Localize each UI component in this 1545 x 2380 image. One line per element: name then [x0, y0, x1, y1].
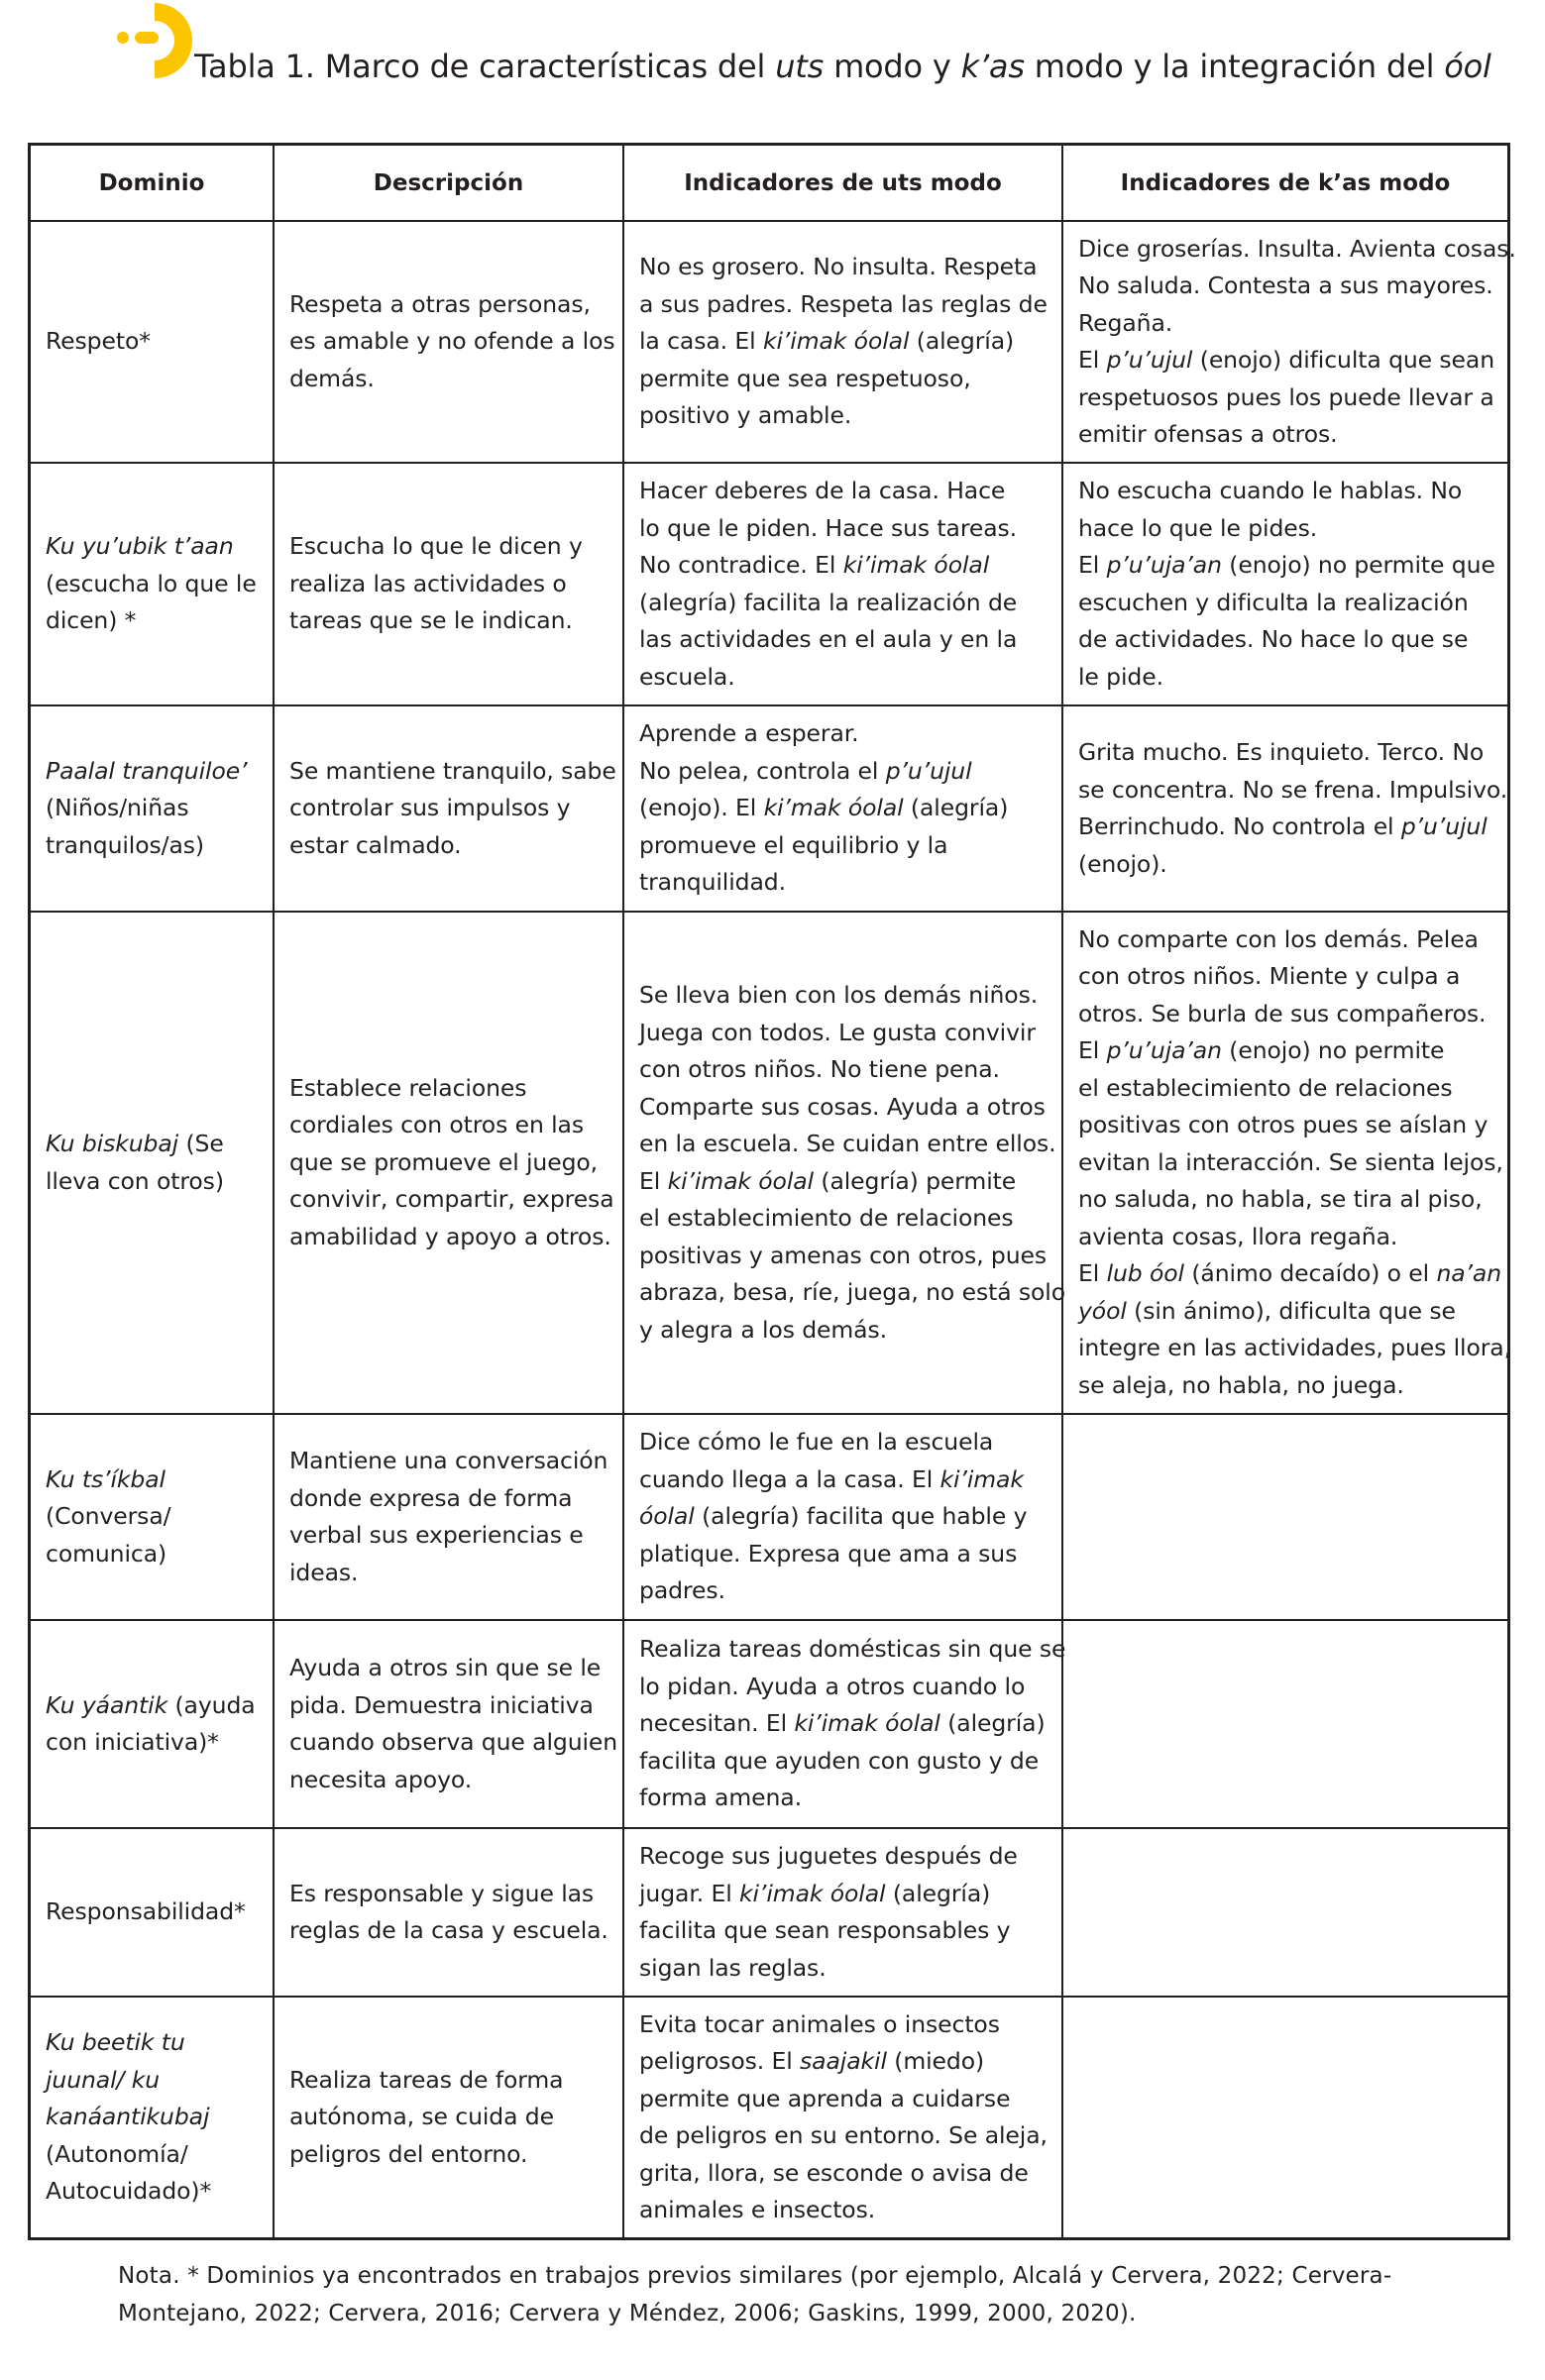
cell-line: cuando llega a la casa. El ki’imak: [639, 1464, 1024, 1493]
cell-line: lo que le piden. Hace sus tareas.: [639, 513, 1018, 542]
cell-line: juunal/ ku: [46, 2065, 161, 2094]
cell-line: (escucha lo que le: [46, 569, 257, 597]
cell-line: Escucha lo que le dicen y: [289, 532, 583, 561]
cell-line: Se lleva bien con los demás niños.: [639, 981, 1039, 1009]
cell-line: el establecimiento de relaciones: [639, 1204, 1014, 1232]
cell-line: de peligros en su entorno. Se aleja,: [639, 2121, 1048, 2149]
cell-line: necesita apoyo.: [289, 1765, 473, 1793]
cell-line: avienta cosas, llora regaña.: [1078, 1222, 1398, 1250]
cell-line: Ku yu’ubik t’aan: [46, 532, 234, 561]
cell-kas-modo: [1062, 1997, 1507, 2237]
cell-line: No pelea, controla el p’u’ujul: [639, 756, 972, 785]
cell-line: evitan la interacción. Se sienta lejos,: [1078, 1147, 1503, 1176]
cell-line: (alegría) facilita la realización de: [639, 588, 1018, 616]
cell-line: que se promueve el juego,: [289, 1147, 599, 1176]
cell-line: respetuosos pues los puede llevar a: [1078, 382, 1494, 411]
cell-line: Evita tocar animales o insectos: [639, 2009, 1000, 2038]
cell-line: amabilidad y apoyo a otros.: [289, 1222, 611, 1250]
cell-descripcion: [274, 912, 623, 1414]
cell-line: Dice cómo le fue en la escuela: [639, 1428, 994, 1457]
cell-line: permite que sea respetuoso,: [639, 364, 971, 392]
table-row: [31, 1997, 1507, 2237]
table-row: [31, 1414, 1507, 1620]
table-row: [31, 463, 1507, 705]
cell-descripcion: [274, 1414, 623, 1620]
cell-line: y alegra a los demás.: [639, 1315, 887, 1344]
cell-line: necesitan. El ki’imak óolal (alegría): [639, 1709, 1046, 1738]
cell-line: Paalal tranquiloe’: [46, 756, 248, 785]
cell-line: lo pidan. Ayuda a otros cuando lo: [639, 1672, 1026, 1700]
cell-line: Mantiene una conversación: [289, 1447, 608, 1474]
cell-line: sigan las reglas.: [639, 1953, 827, 1982]
cell-line: Berrinchudo. No controla el p’u’ujul: [1078, 812, 1488, 840]
cell-line: peligrosos. El saajakil (miedo): [639, 2047, 985, 2075]
cell-descripcion: [274, 1620, 623, 1828]
cell-kas-modo: [1062, 1414, 1507, 1620]
cell-line: forma amena.: [639, 1784, 802, 1812]
cell-dominio: [31, 1997, 274, 2237]
cell-line: dicen) *: [46, 606, 137, 635]
cell-kas-modo: [1062, 463, 1507, 705]
cell-line: El p’u’ujul (enojo) dificulta que sean: [1078, 346, 1494, 374]
cell-line: Grita mucho. Es inquieto. Terco. No: [1078, 738, 1485, 766]
cell-line: No es grosero. No insulta. Respeta: [639, 253, 1038, 281]
cell-line: realiza las actividades o: [289, 569, 567, 597]
cell-uts-modo: [623, 221, 1062, 463]
cell-line: padres.: [639, 1576, 725, 1605]
note-line: Montejano, 2022; Cervera, 2016; Cervera y Méndez, 2006; Gaskins, 1999, 2000, 2020).: [118, 2301, 1137, 2326]
table-body: [31, 221, 1516, 2237]
cell-line: abraza, besa, ríe, juega, no está solo: [639, 1278, 1065, 1306]
cell-line: pida. Demuestra iniciativa: [289, 1690, 594, 1719]
cell-line: se aleja, no habla, no juega.: [1078, 1370, 1404, 1399]
cell-line: cuando observa que alguien: [289, 1728, 618, 1756]
cell-line: el establecimiento de relaciones: [1078, 1073, 1453, 1102]
cell-line: El lub óol (ánimo decaído) o el na’an: [1078, 1259, 1501, 1288]
cell-line: (enojo). El ki’mak óolal (alegría): [639, 794, 1009, 822]
cell-line: Ku ts’íkbal: [46, 1464, 166, 1493]
cell-line: Respeto*: [46, 327, 151, 356]
cell-line: reglas de la casa y escuela.: [289, 1916, 608, 1944]
cell-line: le pide.: [1078, 662, 1163, 691]
cell-line: no saluda, no habla, se tira al piso,: [1078, 1185, 1483, 1214]
table-header-row: [31, 146, 1507, 221]
cell-line: Realiza tareas de forma: [289, 2065, 564, 2094]
cell-line: (Conversa/: [46, 1502, 171, 1531]
cell-dominio: [31, 1620, 274, 1828]
cell-line: Autocuidado)*: [46, 2177, 212, 2206]
characteristics-table-frame: [28, 143, 1516, 2240]
cell-dominio: [31, 1828, 274, 1997]
cell-line: en la escuela. Se cuidan entre ellos.: [639, 1130, 1056, 1157]
cell-line: demás.: [289, 364, 375, 392]
cell-dominio: [31, 912, 274, 1414]
cell-line: El p’u’uja’an (enojo) no permite que: [1078, 551, 1495, 579]
table-row: [31, 705, 1507, 912]
cell-line: convivir, compartir, expresa: [289, 1185, 614, 1214]
cell-line: positivas con otros pues se aíslan y: [1078, 1111, 1489, 1139]
cell-line: permite que aprenda a cuidarse: [639, 2084, 1011, 2112]
cell-line: escuchen y dificulta la realización: [1078, 588, 1469, 616]
cell-line: ideas.: [289, 1558, 359, 1586]
cell-line: Juega con todos. Le gusta convivir: [639, 1018, 1036, 1046]
cell-uts-modo: [623, 1620, 1066, 1828]
cell-line: positivo y amable.: [639, 401, 852, 430]
cell-line: facilita que sean responsables y: [639, 1916, 1011, 1944]
cell-line: promueve el equilibrio y la: [639, 830, 948, 859]
cell-uts-modo: [623, 1997, 1062, 2237]
cell-uts-modo: [623, 912, 1065, 1414]
cell-line: yóol (sin ánimo), dificulta que se: [1078, 1296, 1456, 1325]
table-row: [31, 912, 1507, 1414]
table-title: Tabla 1. Marco de características del uts modo y k’as modo y la integración del óol: [194, 48, 1491, 85]
cell-line: hace lo que le pides.: [1078, 513, 1318, 542]
cell-line: El ki’imak óolal (alegría) permite: [639, 1166, 1017, 1195]
cell-line: Ayuda a otros sin que se le: [289, 1654, 602, 1681]
cell-uts-modo: [623, 1828, 1062, 1997]
cell-line: tranquilidad.: [639, 868, 786, 897]
cell-line: peligros del entorno.: [289, 2139, 528, 2168]
cell-line: Establece relaciones: [289, 1073, 527, 1102]
cell-kas-modo: [1062, 912, 1511, 1414]
cell-uts-modo: [623, 1414, 1062, 1620]
cell-line: verbal sus experiencias e: [289, 1521, 584, 1549]
cell-line: autónoma, se cuida de: [289, 2103, 554, 2131]
cell-descripcion: [274, 463, 623, 705]
cell-line: (Niños/niñas: [46, 794, 189, 822]
cell-dominio: [31, 463, 274, 705]
cell-line: controlar sus impulsos y: [289, 794, 571, 822]
cell-line: Comparte sus cosas. Ayuda a otros: [639, 1092, 1046, 1121]
characteristics-table: [31, 146, 1516, 2237]
cell-line: Ku biskubaj (Se: [46, 1130, 224, 1157]
cell-line: escuela.: [639, 662, 735, 691]
cell-line: con otros niños. No tiene pena.: [639, 1055, 1000, 1083]
note-line: Nota. * Dominios ya encontrados en trabajos previos similares (por ejemplo, Alcalá y Cervera, 2022; Cervera-: [118, 2263, 1392, 2289]
cell-line: No contradice. El ki’imak óolal: [639, 551, 990, 579]
cell-kas-modo: [1062, 221, 1516, 463]
cell-line: las actividades en el aula y en la: [639, 625, 1018, 653]
logo-bar: [135, 32, 159, 44]
cell-line: se concentra. No se frena. Impulsivo.: [1078, 775, 1508, 804]
cell-line: platique. Expresa que ama a sus: [639, 1539, 1018, 1568]
cell-line: positivas y amenas con otros, pues: [639, 1241, 1048, 1269]
cell-line: Responsabilidad*: [46, 1897, 246, 1926]
cell-line: No escucha cuando le hablas. No: [1078, 477, 1463, 504]
cell-line: con iniciativa)*: [46, 1728, 219, 1756]
cell-descripcion: [274, 1997, 623, 2237]
cell-kas-modo: [1062, 1828, 1507, 1997]
cell-line: (Autonomía/: [46, 2139, 188, 2168]
table-row: [31, 221, 1507, 463]
cell-line: Hacer deberes de la casa. Hace: [639, 477, 1006, 504]
cell-line: cordiales con otros en las: [289, 1111, 584, 1139]
cell-dominio: [31, 1414, 274, 1620]
cell-line: Respeta a otras personas,: [289, 289, 591, 318]
cell-line: grita, llora, se esconde o avisa de: [639, 2158, 1029, 2187]
cell-line: (enojo).: [1078, 849, 1167, 878]
header-uts-modo: Indicadores de uts modo: [623, 146, 1062, 221]
cell-line: Regaña.: [1078, 308, 1173, 337]
cell-kas-modo: [1062, 1620, 1507, 1828]
cell-dominio: [31, 221, 274, 463]
cell-line: otros. Se burla de sus compañeros.: [1078, 999, 1487, 1028]
cell-line: Dice groserías. Insulta. Avienta cosas.: [1078, 234, 1516, 263]
logo-ring: [155, 3, 192, 78]
cell-line: la casa. El ki’imak óolal (alegría): [639, 327, 1015, 356]
cell-line: No saluda. Contesta a sus mayores.: [1078, 271, 1493, 299]
cell-line: Realiza tareas domésticas sin que se: [639, 1635, 1066, 1664]
cell-line: Recoge sus juguetes después de: [639, 1842, 1018, 1870]
journal-logo-icon: [117, 0, 196, 83]
cell-descripcion: [274, 705, 623, 912]
cell-line: de actividades. No hace lo que se: [1078, 625, 1469, 653]
cell-line: donde expresa de forma: [289, 1483, 573, 1512]
cell-descripcion: [274, 1828, 623, 1997]
cell-line: óolal (alegría) facilita que hable y: [639, 1502, 1028, 1531]
cell-line: Ku beetik tu: [46, 2028, 185, 2057]
cell-uts-modo: [623, 463, 1062, 705]
header-kas-modo: Indicadores de k’as modo: [1062, 146, 1507, 221]
cell-line: jugar. El ki’imak óolal (alegría): [639, 1879, 991, 1907]
cell-line: El p’u’uja’an (enojo) no permite: [1078, 1036, 1445, 1065]
table-note: [118, 2257, 1416, 2332]
header-descripcion: Descripción: [274, 146, 623, 221]
cell-line: comunica): [46, 1539, 167, 1568]
cell-descripcion: [274, 221, 623, 463]
cell-kas-modo: [1062, 705, 1507, 912]
cell-dominio: [31, 705, 274, 912]
cell-line: No comparte con los demás. Pelea: [1078, 924, 1479, 953]
table-row: [31, 1620, 1507, 1828]
header-dominio: Dominio: [31, 146, 274, 221]
cell-line: Aprende a esperar.: [639, 719, 859, 748]
cell-line: Se mantiene tranquilo, sabe: [289, 756, 616, 785]
cell-line: tranquilos/as): [46, 830, 204, 859]
cell-line: tareas que se le indican.: [289, 606, 573, 635]
cell-line: Es responsable y sigue las: [289, 1879, 595, 1907]
table-row: [31, 1828, 1507, 1997]
cell-line: estar calmado.: [289, 830, 462, 859]
cell-line: lleva con otros): [46, 1166, 224, 1195]
cell-line: animales e insectos.: [639, 2196, 876, 2223]
cell-line: Ku yáantik (ayuda: [46, 1690, 256, 1719]
cell-line: emitir ofensas a otros.: [1078, 420, 1338, 448]
cell-line: a sus padres. Respeta las reglas de: [639, 289, 1048, 318]
cell-line: kanáantikubaj: [46, 2103, 210, 2131]
logo-dot: [117, 32, 129, 44]
cell-line: integre en las actividades, pues llora,: [1078, 1334, 1511, 1362]
cell-line: con otros niños. Miente y culpa a: [1078, 962, 1461, 991]
cell-line: facilita que ayuden con gusto y de: [639, 1746, 1040, 1775]
cell-line: es amable y no ofende a los: [289, 327, 615, 356]
cell-uts-modo: [623, 705, 1062, 912]
